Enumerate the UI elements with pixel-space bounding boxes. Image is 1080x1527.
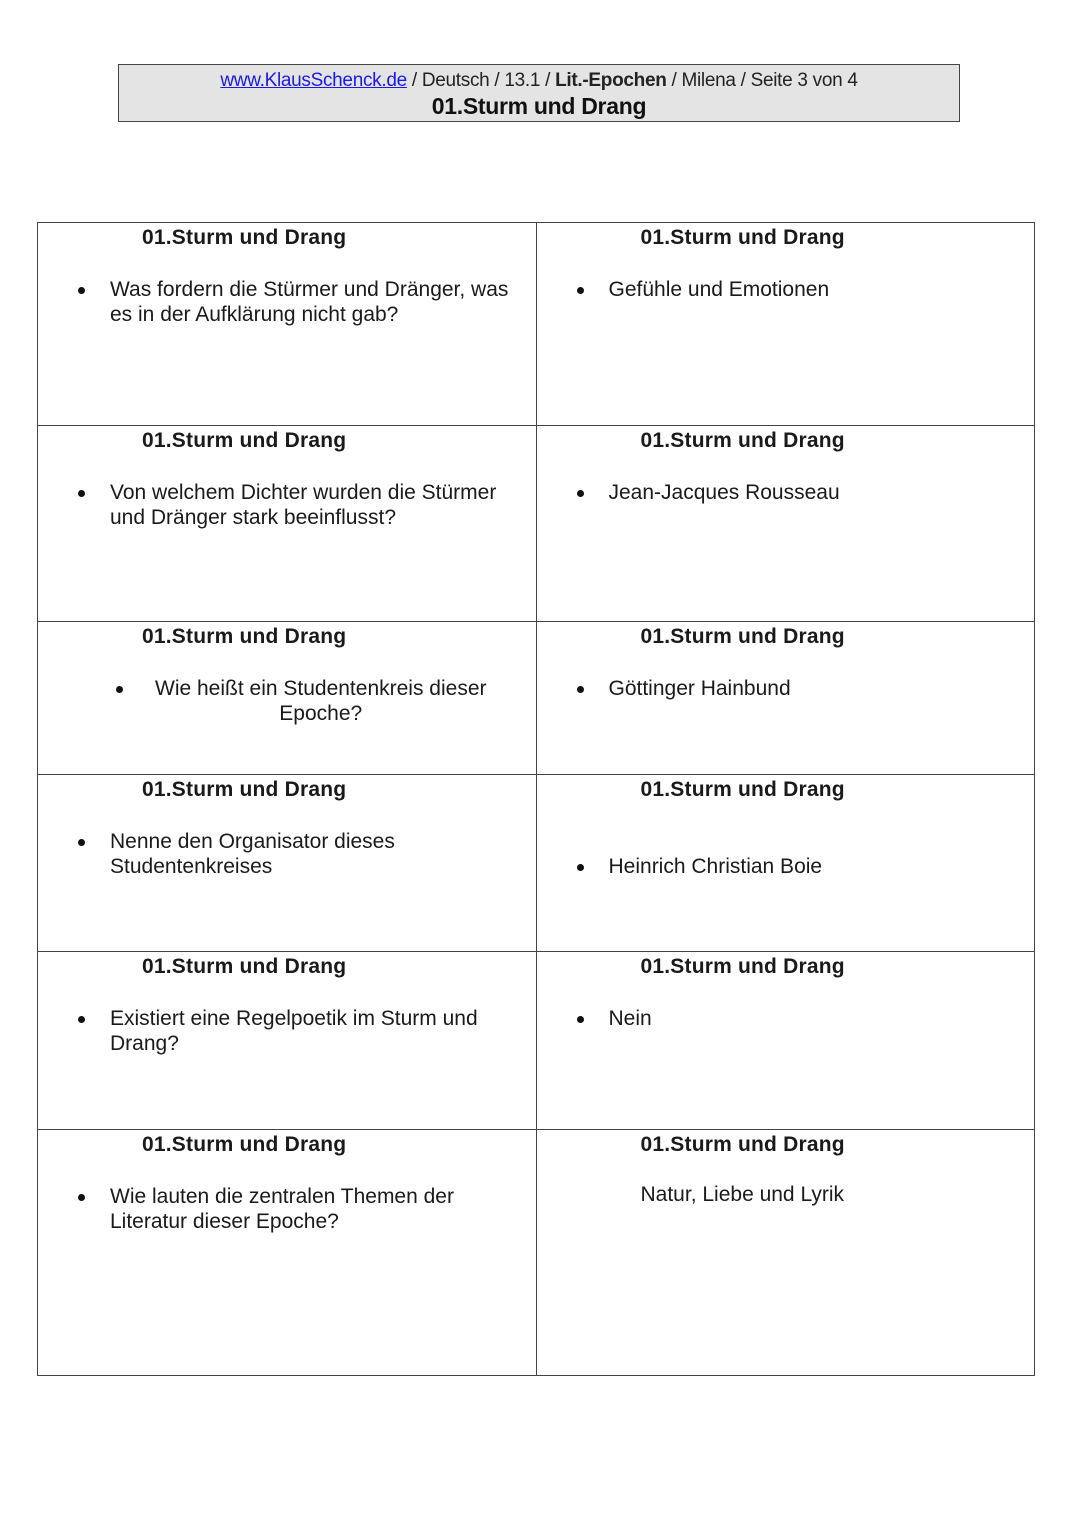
bullet-icon xyxy=(78,287,85,294)
answer-text: Jean-Jacques Rousseau xyxy=(608,481,840,504)
question-item xyxy=(38,1184,536,1234)
question-text: Was fordern die Stürmer und Dränger, was es in der Aufklärung nicht gab? xyxy=(110,278,509,326)
answer-item xyxy=(537,1182,1035,1207)
card-title: 01.Sturm und Drang xyxy=(142,226,347,249)
bullet-icon xyxy=(577,490,584,497)
breadcrumb-topic: Lit.-Epochen xyxy=(555,70,667,91)
answer-card xyxy=(536,223,1035,426)
bullet-icon xyxy=(577,686,584,693)
bullet-icon xyxy=(78,839,85,846)
bullet-icon xyxy=(116,686,123,693)
answer-item xyxy=(537,1006,1035,1031)
question-text: Wie heißt ein Studentenkreis dieser Epoche? xyxy=(155,677,487,725)
card-row xyxy=(38,952,1035,1130)
answer-item xyxy=(537,676,1035,701)
card-title: 01.Sturm und Drang xyxy=(640,625,845,648)
question-item xyxy=(38,1006,536,1056)
question-card xyxy=(38,622,537,775)
question-card xyxy=(38,775,537,952)
question-text: Nenne den Organisator dieses Studentenkreises xyxy=(110,830,395,878)
question-item xyxy=(38,277,536,327)
answer-card xyxy=(536,426,1035,622)
question-text: Wie lauten die zentralen Themen der Literatur dieser Epoche? xyxy=(110,1185,454,1233)
card-title: 01.Sturm und Drang xyxy=(640,429,845,452)
bullet-icon xyxy=(78,490,85,497)
question-text: Existiert eine Regelpoetik im Sturm und Drang? xyxy=(110,1007,478,1055)
bullet-icon xyxy=(577,1016,584,1023)
card-title: 01.Sturm und Drang xyxy=(640,955,845,978)
card-row xyxy=(38,622,1035,775)
answer-text: Göttinger Hainbund xyxy=(608,677,791,700)
header-title: 01.Sturm und Drang xyxy=(431,93,647,119)
card-title: 01.Sturm und Drang xyxy=(640,1133,845,1156)
answer-card xyxy=(536,775,1035,952)
answer-text: Gefühle und Emotionen xyxy=(608,278,830,301)
question-card xyxy=(38,1130,537,1376)
card-row xyxy=(38,775,1035,952)
answer-card xyxy=(536,622,1035,775)
flashcard-table xyxy=(37,222,1035,1376)
breadcrumb-rest: / Milena / Seite 3 von 4 xyxy=(666,70,858,91)
answer-text: Nein xyxy=(608,1007,652,1030)
question-item xyxy=(38,676,536,726)
answer-card xyxy=(536,1130,1035,1376)
question-card xyxy=(38,223,537,426)
answer-card xyxy=(536,952,1035,1130)
question-card xyxy=(38,952,537,1130)
card-row xyxy=(38,1130,1035,1376)
card-row xyxy=(38,223,1035,426)
card-title: 01.Sturm und Drang xyxy=(142,955,347,978)
answer-item xyxy=(537,480,1035,505)
bullet-icon xyxy=(78,1016,85,1023)
answer-text: Heinrich Christian Boie xyxy=(608,855,823,878)
header-breadcrumb xyxy=(119,70,959,92)
card-title: 01.Sturm und Drang xyxy=(142,625,347,648)
card-title: 01.Sturm und Drang xyxy=(640,226,845,249)
breadcrumb-subject: / Deutsch / 13.1 / xyxy=(406,70,556,91)
card-title: 01.Sturm und Drang xyxy=(142,1133,347,1156)
answer-item xyxy=(537,854,1035,879)
site-link[interactable]: www.KlausSchenck.de xyxy=(220,70,407,91)
answer-text: Natur, Liebe und Lyrik xyxy=(640,1183,845,1206)
question-item xyxy=(38,829,536,879)
bullet-icon xyxy=(78,1194,85,1201)
card-title: 01.Sturm und Drang xyxy=(640,778,845,801)
question-text: Von welchem Dichter wurden die Stürmer und Dränger stark beeinflusst? xyxy=(110,481,497,529)
card-title: 01.Sturm und Drang xyxy=(142,429,347,452)
card-row xyxy=(38,426,1035,622)
bullet-icon xyxy=(577,864,584,871)
question-card xyxy=(38,426,537,622)
page-header xyxy=(118,64,960,122)
answer-item xyxy=(537,277,1035,302)
bullet-icon xyxy=(577,287,584,294)
card-title: 01.Sturm und Drang xyxy=(142,778,347,801)
question-item xyxy=(38,480,536,530)
